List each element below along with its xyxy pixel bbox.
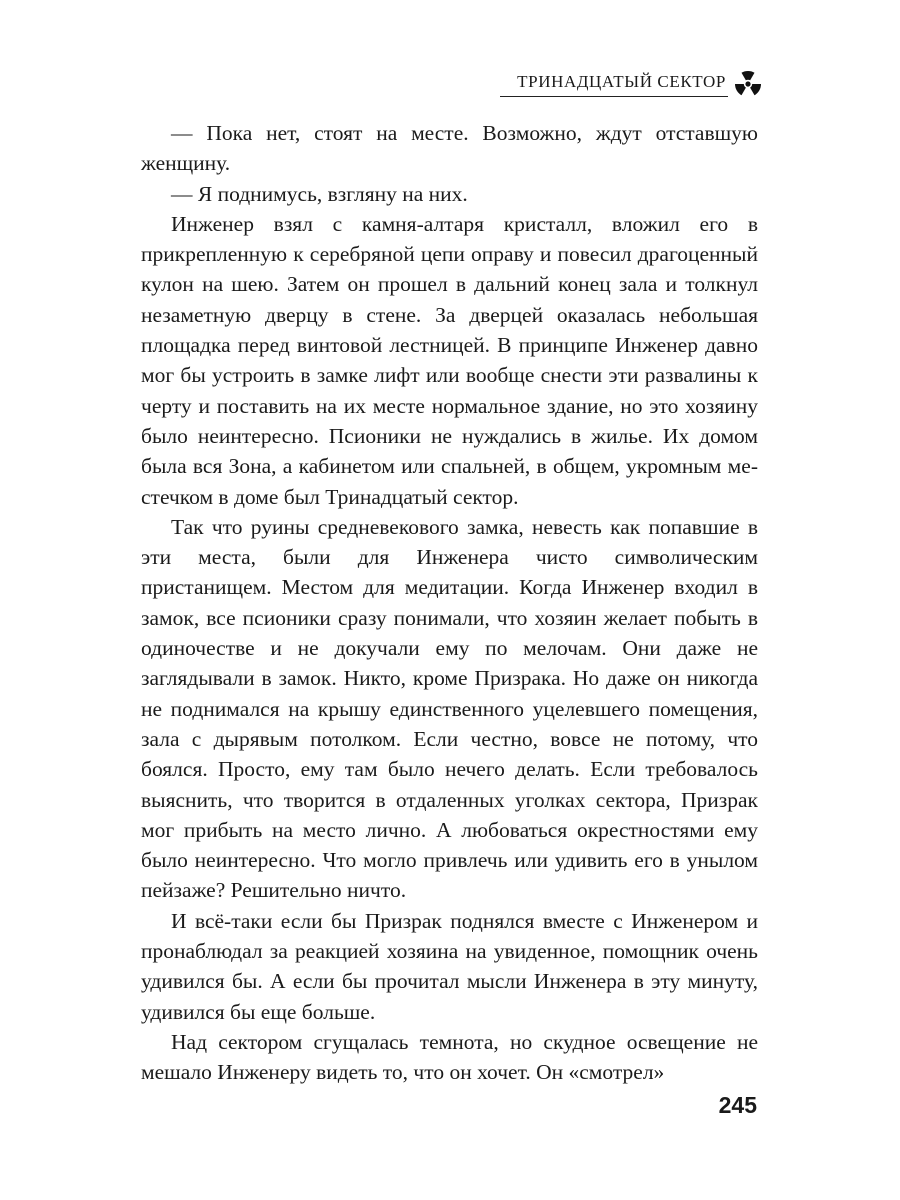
paragraph-6: Над сектором сгущалась темнота, но скудное освещение не мешало Инженеру видеть то, что он хочет. Он «смотрел» [141, 1029, 758, 1085]
paragraph-5: И всё-таки если бы Призрак поднялся вместе с Инженером и пронаблюдал за реакцией хозяина на увиденное, помощник очень удивился бы. А если бы прочитал мысли Инженера в эту минуту, удивился бы еще больше. [141, 908, 758, 1024]
page-number: 245 [718, 1092, 757, 1118]
running-header [500, 70, 762, 100]
radiation-hazard-icon [734, 70, 762, 98]
paragraph-2: — Я поднимусь, взгляну на них. [171, 181, 468, 206]
paragraph-4: Так что руины средневекового замка, невесть как попавшие в эти места, были для Инженера чисто символическим пристанищем. Местом для медитации. Когда Инженер входил в замок, все псионики сразу понимали, что хозяин желает побыть в одиночестве и не докучали ему по мелочам. Они даже не заглядывали в замок. Никто, кроме Призрака. Но даже он никогда не поднимался на крышу единственного уцелевшего помещения, зала с дырявым потолком. Если честно, вовсе не потому, что боялся. Просто, ему там было нечего делать. Если требовалось выяснить, что творится в отдаленных уголках сектора, Призрак мог прибыть на место лично. А любоваться окрестностями ему было неинтересно. Что могло привлечь или удивить его в унылом пейзаже? Решительно ничто. [141, 514, 758, 903]
running-header-title: ТРИНАДЦАТЫЙ СЕКТОР [517, 72, 726, 91]
paragraph-3: Инженер взял с камня-алтаря кристалл, вложил его в прикрепленную к серебряной цепи оправу и повесил драгоценный кулон на шею. Затем он прошел в дальний конец зала и толкнул незаметную дверцу в стене. За дверцей оказалась небольшая площадка перед винтовой лестницей. В принципе Инженер давно мог бы устроить в замке лифт или вообще снести эти развалины к черту и поставить на их месте нормальное здание, но это хозяину было неинтересно. Псионики не нуждались в жилье. Их домом была вся Зона, а кабинетом или спальней, в общем, укромным местечком в доме был Тринадцатый сектор. [141, 211, 758, 509]
header-rule [500, 96, 728, 97]
body-text [141, 118, 758, 1088]
paragraph-1: — Пока нет, стоят на месте. Возможно, ждут отставшую женщину. [141, 121, 758, 176]
